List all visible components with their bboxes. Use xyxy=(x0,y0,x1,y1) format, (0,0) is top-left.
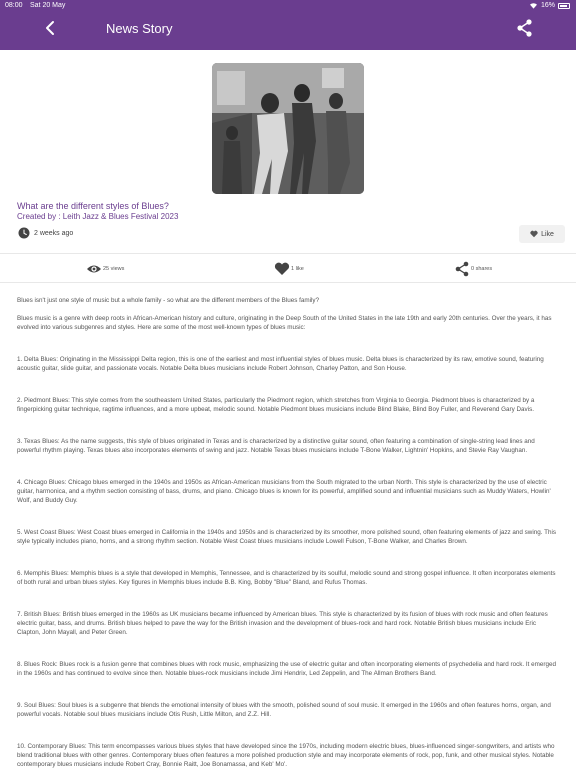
article-body xyxy=(17,296,559,768)
shares-stat xyxy=(455,261,492,277)
like-button[interactable] xyxy=(519,225,565,243)
stats-row xyxy=(0,253,576,283)
eye-icon xyxy=(86,263,102,275)
share-button[interactable] xyxy=(516,18,534,38)
shares-count: 0 shares xyxy=(471,266,493,272)
heart-icon xyxy=(530,230,538,238)
story-title: What are the different styles of Blues? xyxy=(17,201,169,211)
clock-icon xyxy=(18,227,30,239)
heart-icon xyxy=(274,262,290,276)
story-photo xyxy=(212,63,364,194)
article-section: 6. Memphis Blues: Memphis blues is a style that developed in Memphis, Tennessee, and is characterized by its soulful, melodic sound and strong gospel influence. It often incorporates elements of both rural and urban blues styles. Key figures in Memphis blues include B.B. King, Bobby "Blue" Bland, and Rufus Thomas. xyxy=(17,570,556,586)
story-author: Created by : Leith Jazz & Blues Festival 2023 xyxy=(17,212,179,221)
battery-icon xyxy=(558,3,570,9)
article-section: 4. Chicago Blues: Chicago blues emerged in the 1940s and 1950s as African-American musicians from the South migrated to the urban North. This style is characterized by the use of electric guitar, harmonica, and a rhythm section consisting of bass, drums, and piano. Chicago blues is known for its powerful, amplified sound and influential musicians such as Muddy Waters, Howlin' Wolf, and Buddy Guy. xyxy=(17,479,551,504)
article-section: 9. Soul Blues: Soul blues is a subgenre that blends the emotional intensity of blues with the smooth, polished sound of soul music. It emerged in the 1960s and often features horns, organ, and powerful vocals. Notable soul blues musicians include Otis Rush, Little Milton, and Z.Z. Hill. xyxy=(17,702,551,718)
article-section: 1. Delta Blues: Originating in the Mississippi Delta region, this is one of the earliest and most influential styles of blues music. Delta blues is characterized by its raw, emotive sound, featuring acoustic guitar, slide guitar, and passionate vocals. Notable Delta blues musicians include Robert Johnson, Charley Patton, and Son House. xyxy=(17,356,544,372)
status-indicators xyxy=(529,2,570,9)
battery-percent: 16% xyxy=(540,2,555,9)
views-count: 25 views xyxy=(103,266,125,272)
share-icon xyxy=(516,18,534,38)
article-section: 3. Texas Blues: As the name suggests, this style of blues originated in Texas and is characterized by a distinctive guitar sound, often featuring a combination of single-string lead lines and powerful rhythm playing. Texas blues also incorporates elements of swing and jazz. Notable Texas blues musicians include T-Bone Walker, Lightnin' Hopkins, and Stevie Ray Vaughan. xyxy=(17,438,535,454)
article-section: 8. Blues Rock: Blues rock is a fusion genre that combines blues with rock music, emphasizing the use of electric guitar and often incorporating elements of psychedelia and hard rock. It emerged in the 1960s and has continued to evolve since then. Notable blues-rock musicians include Jimi Hendrix, Led Zeppelin, and The Allman Brothers Band. xyxy=(17,661,557,677)
likes-count: 1 like xyxy=(291,266,304,272)
dancers-photo-image xyxy=(212,63,364,194)
like-button-label: Like xyxy=(541,230,554,238)
time-ago: 2 weeks ago xyxy=(34,230,74,237)
article-section: 2. Piedmont Blues: This style comes from the southeastern United States, particularly the Piedmont region, which stretches from Virginia to Georgia. Piedmont blues is characterized by a fingerpicking guitar technique, ragtime influences, and a more upbeat, melodic sound. Notable Piedmont blues musicians include Blind Blake, Blind Boy Fuller, and Reverend Gary Davis. xyxy=(17,397,535,413)
wifi-icon xyxy=(529,2,538,9)
article-lead: Blues music is a genre with deep roots in African-American history and culture, originating in the Deep South of the United States in the late 19th and early 20th centuries. Over the years, it has evolved into various subgenres and styles. Here are some of the most well-known types of blues music: xyxy=(17,315,552,331)
status-time: 08:00 xyxy=(5,2,23,9)
article-section: 10. Contemporary Blues: This term encompasses various blues styles that have developed since the 1970s, including modern electric blues, blues-influenced singer-songwriters, and artists who blend traditional blues with other genres. Contemporary blues often features a more polished production style and may incorporate elements of rock, pop, funk, and other musical styles. Notable contemporary blues musicians include Robert Cray, Bonnie Raitt, Joe Bonamassa, and Keb' Mo'. xyxy=(17,743,555,768)
article-intro: Blues isn't just one style of music but a whole family - so what are the different members of the Blues family? xyxy=(17,297,320,304)
status-bar xyxy=(0,0,576,12)
views-stat xyxy=(86,261,124,277)
article-section: 7. British Blues: British blues emerged in the 1960s as UK musicians became influenced by American blues. This style is characterized by its fusion of blues with rock music and often features electric guitar, bass, and drums. British blues helped to pave the way for the British invasion and the development of blues-rock and hard rock. Notable British blues musicians include Eric Clapton, John Mayall, and Peter Green. xyxy=(17,611,548,636)
share-icon xyxy=(455,261,470,277)
page-title: News Story xyxy=(106,21,173,36)
likes-stat xyxy=(274,261,304,277)
status-date: Sat 20 May xyxy=(30,2,66,9)
back-button[interactable] xyxy=(42,18,60,38)
article-section: 5. West Coast Blues: West Coast blues emerged in California in the 1940s and 1950s and is characterized by its smoother, more polished sound, often featuring elements of jazz and swing. This style typically includes piano, horns, and a strong rhythm section. Notable West Coast blues musicians include Lowell Fulson, T-Bone Walker, and Charles Brown. xyxy=(17,529,557,545)
chevron-left-icon xyxy=(42,18,60,38)
